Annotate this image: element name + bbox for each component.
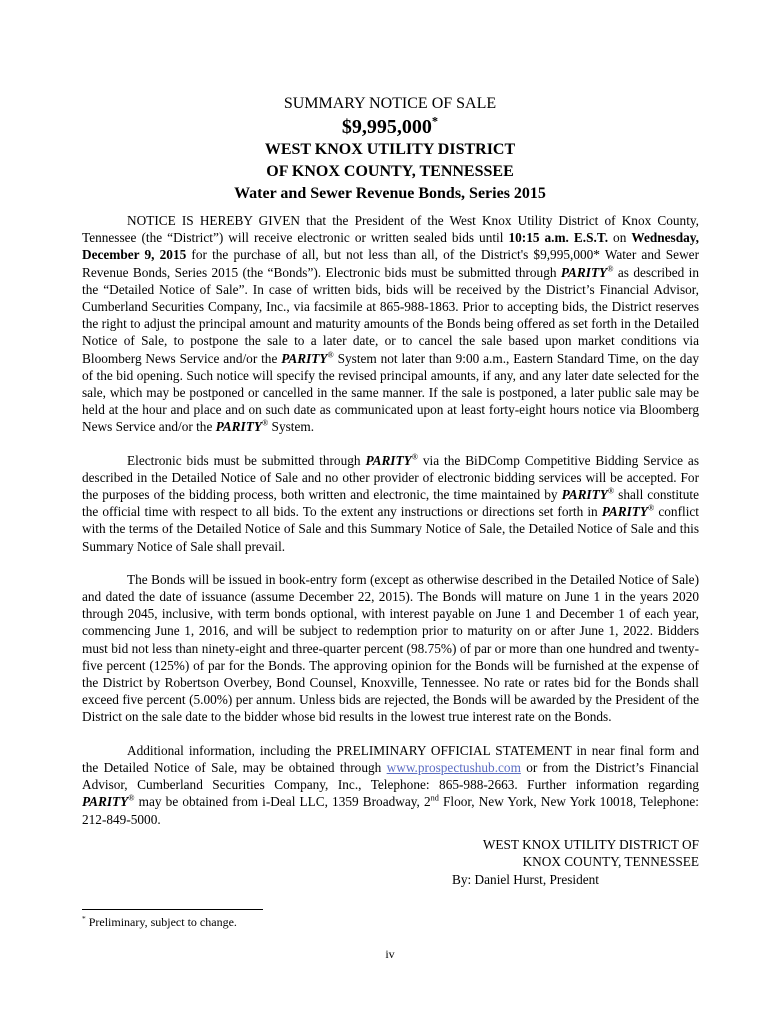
issuer-line-1: WEST KNOX UTILITY DISTRICT	[264, 141, 516, 158]
prospectushub-link[interactable]: www.prospectushub.com	[386, 759, 521, 775]
notice-header	[0, 93, 770, 205]
issuer-line-2: OF KNOX COUNTY, TENNESSEE	[266, 163, 514, 180]
paragraph-bid-notice: NOTICE IS HEREBY GIVEN that the President of the West Knox Utility District of Knox County, Tennessee (the “District”) will receive electronic or written sealed bids until 10:15 a.m. E.S.T. on Wednesday, December 9, 2015 for the purchase of all, but not less than all, of the District's $9,995,000* Water and Sewer Revenue Bonds, Series 2015 (the “Bonds”). Electronic bids must be submitted through PARITY® as described in the “Detailed Notice of Sale”. In case of written bids, bids will be received by the District’s Financial Advisor, Cumberland Securities Company, Inc., via facsimile at 865-988-1863. Prior to accepting bids, the District reserves the right to adjust the principal amount and maturity amounts of the Bonds being offered as set forth in the Detailed Notice of Sale, to postpone the sale to a later date, or to cancel the sale based upon market conditions via Bloomberg News Service and/or the PARITY® System not later than 9:00 a.m., Eastern Standard Time, on the day of the bid opening. Such notice will specify the revised principal amounts, if any, and any later date selected for the sale, which may be postponed or cancelled in the same manner. If the sale is postponed, a later public sale may be held at the hour and place and on such date as communicated upon at least forty-eight hours notice via Bloomberg News Service and/or the PARITY® System.	[82, 213, 700, 435]
bond-series: Water and Sewer Revenue Bonds, Series 2015	[234, 185, 546, 202]
signature-line-2: KNOX COUNTY, TENNESSEE	[522, 854, 699, 870]
footnote-divider	[82, 909, 263, 910]
signature-line-1: WEST KNOX UTILITY DISTRICT OF	[482, 837, 699, 852]
footnote: * Preliminary, subject to change.	[82, 914, 237, 929]
signature-by: By: Daniel Hurst, President	[452, 871, 599, 887]
paragraph-additional-info: Additional information, including the PRELIMINARY OFFICIAL STATEMENT in near final form and the Detailed Notice of Sale, may be obtained through www.prospectushub.com or from the District’s Financial Advisor, Cumberland Securities Company, Inc., Telephone: 865-988-2663. Further information regarding PARITY® may be obtained from i-Deal LLC, 1359 Broadway, 2nd Floor, New York, New York 10018, Telephone: 212-849-5000.	[82, 742, 699, 827]
bond-amount: $9,995,000*	[341, 114, 439, 138]
notice-body	[82, 212, 699, 844]
notice-title: SUMMARY NOTICE OF SALE	[283, 95, 497, 112]
paragraph-electronic-bids: Electronic bids must be submitted through PARITY® via the BiDComp Competitive Bidding Service as described in the Detailed Notice of Sale and no other provider of electronic bidding services will be accepted. For the purposes of the bidding process, both written and electronic, the time maintained by PARITY® shall constitute the official time with respect to all bids. To the extent any instructions or directions set forth in PARITY® conflict with the terms of the Detailed Notice of Sale and this Summary Notice of Sale, the Detailed Notice of Sale and this Summary Notice of Sale shall prevail.	[82, 452, 699, 554]
paragraph-bond-terms: The Bonds will be issued in book-entry form (except as otherwise described in the Detailed Notice of Sale) and dated the date of issuance (assume December 22, 2015). The Bonds will mature on June 1 in the years 2020 through 2045, inclusive, with term bonds optional, with interest payable on June 1 and December 1 of each year, commencing June 1, 2016, and will be subject to redemption prior to maturity on or after June 1, 2022. Bidders must bid not less than ninety-eight and three-quarter percent (98.75%) of par or more than one hundred and twenty-five percent (125%) of par for the Bonds. The approving opinion for the Bonds will be furnished at the expense of the District by Robertson Overbey, Bond Counsel, Knoxville, Tennessee. No rate or rates bid for the Bonds shall exceed five percent (5.00%) per annum. Unless bids are rejected, the Bonds will be awarded by the President of the District on the sale date to the bidder whose bid results in the lowest true interest rate on the Bonds.	[82, 571, 699, 725]
page-number: iv	[385, 947, 395, 961]
signature-block	[430, 836, 699, 888]
